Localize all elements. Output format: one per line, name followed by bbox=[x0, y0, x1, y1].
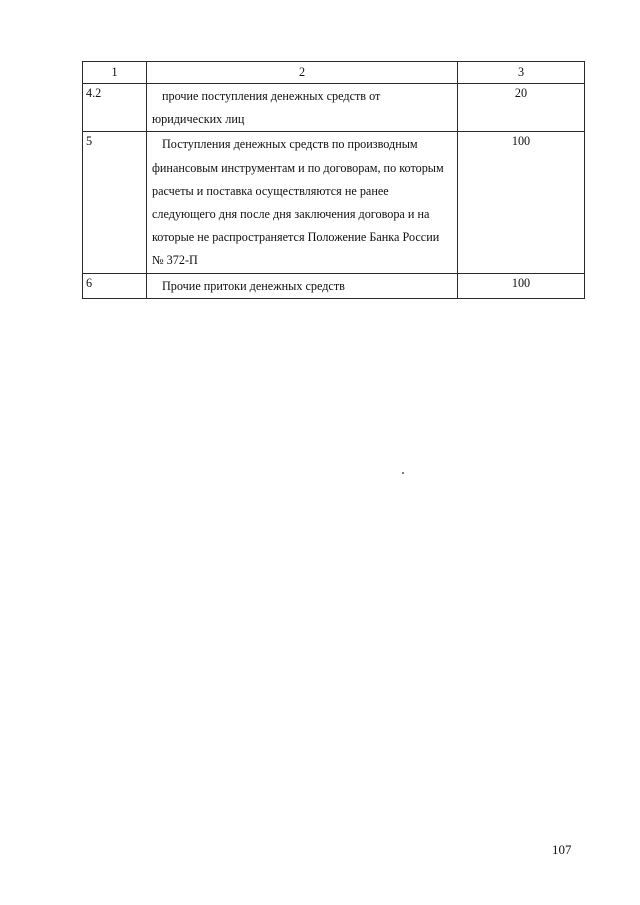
row-value-cell: 100 bbox=[458, 132, 585, 273]
table-row bbox=[83, 273, 585, 298]
row-description-cell: Поступления денежных средств по производным финансовым инструментам и по договорам, по которым расчеты и поставка осуществляются не ранее следующего дня после дня заключения договора и на которые не распространяется Положение Банка России № 372-П bbox=[147, 132, 458, 273]
table-header-row bbox=[83, 62, 585, 84]
row-description-cell: Прочие притоки денежных средств bbox=[147, 273, 458, 298]
row-value-cell: 20 bbox=[458, 84, 585, 132]
data-table bbox=[82, 61, 585, 299]
header-cell-col1: 1 bbox=[83, 62, 147, 84]
header-cell-col2: 2 bbox=[147, 62, 458, 84]
row-description-cell: прочие поступления денежных средств от юридических лиц bbox=[147, 84, 458, 132]
row-code-cell: 5 bbox=[83, 132, 147, 273]
row-value-cell: 100 bbox=[458, 273, 585, 298]
row-code-cell: 6 bbox=[83, 273, 147, 298]
scan-artifact-dot bbox=[402, 472, 404, 474]
row-code-cell: 4.2 bbox=[83, 84, 147, 132]
header-cell-col3: 3 bbox=[458, 62, 585, 84]
table-row bbox=[83, 84, 585, 132]
page-number: 107 bbox=[552, 842, 572, 857]
table-row bbox=[83, 132, 585, 273]
